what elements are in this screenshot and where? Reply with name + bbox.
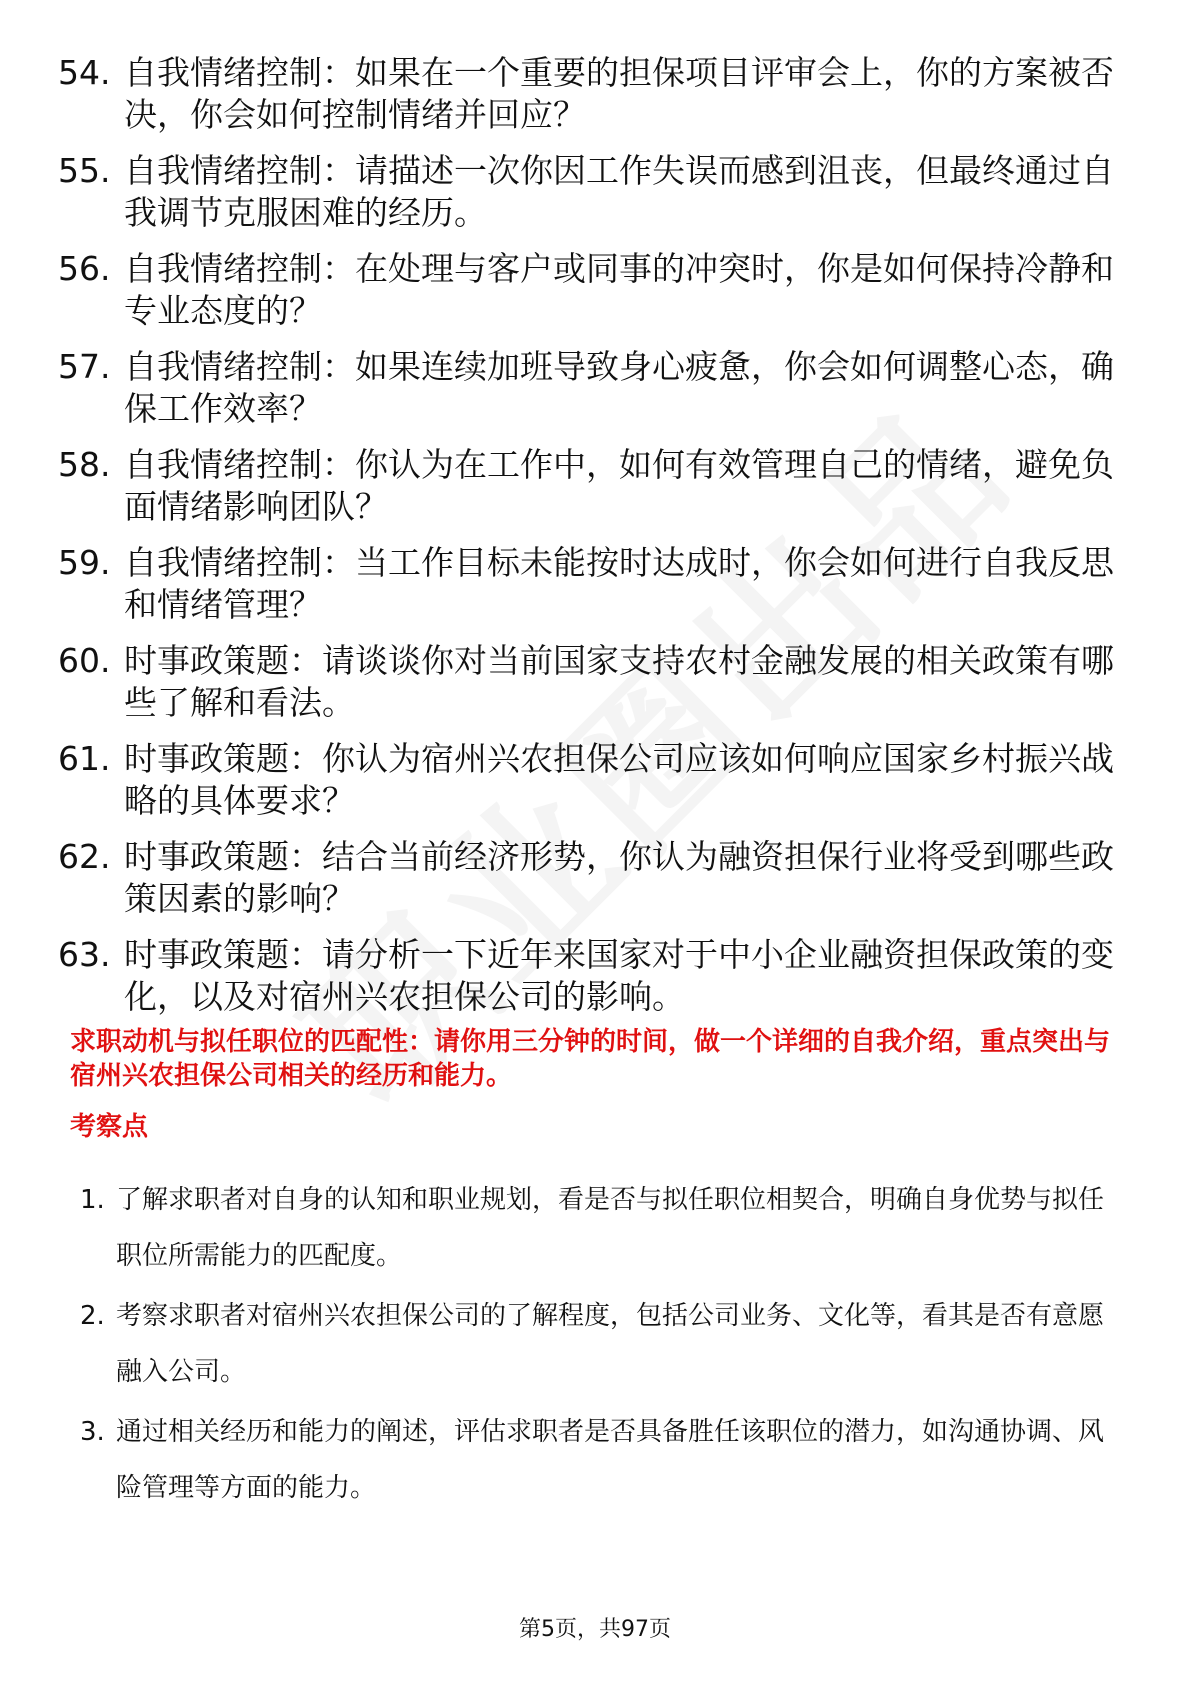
assessment-point [80,1172,1120,1284]
question-item [58,248,1118,332]
question-text: 时事政策题：请谈谈你对当前国家支持农村金融发展的相关政策有哪些了解和看法。 [124,641,1114,722]
question-text: 时事政策题：请分析一下近年来国家对于中小企业融资担保政策的变化，以及对宿州兴农担保公司的影响。 [124,935,1114,1016]
question-item [58,542,1118,626]
question-text: 自我情绪控制：如果在一个重要的担保项目评审会上，你的方案被否决，你会如何控制情绪并回应？ [124,53,1114,134]
point-text: 通过相关经历和能力的阐述，评估求职者是否具备胜任该职位的潜力，如沟通协调、风险管理等方面的能力。 [116,1417,1105,1503]
question-number: 58. [58,445,111,484]
question-list [58,52,1118,1032]
question-number: 62. [58,837,111,876]
question-number: 63. [58,935,111,974]
question-item [58,444,1118,528]
point-text: 考察求职者对宿州兴农担保公司的了解程度，包括公司业务、文化等，看其是否有意愿融入公司。 [116,1301,1105,1387]
question-number: 59. [58,543,111,582]
section-heading: 考察点 [70,1112,149,1142]
question-number: 61. [58,739,111,778]
point-text: 了解求职者对自身的认知和职业规划，看是否与拟任职位相契合，明确自身优势与拟任职位所需能力的匹配度。 [116,1185,1105,1271]
question-text: 自我情绪控制：在处理与客户或同事的冲突时，你是如何保持冷静和专业态度的？ [124,249,1114,330]
question-text: 自我情绪控制：当工作目标未能按时达成时，你会如何进行自我反思和情绪管理？ [124,543,1114,624]
page-footer: 第5页，共97页 [519,1617,671,1642]
question-item [58,52,1118,136]
question-number: 56. [58,249,111,288]
question-text: 时事政策题：结合当前经济形势，你认为融资担保行业将受到哪些政策因素的影响？ [124,837,1114,918]
question-text: 自我情绪控制：请描述一次你因工作失误而感到沮丧，但最终通过自我调节克服困难的经历。 [124,151,1114,232]
assessment-points-list [80,1172,1120,1520]
question-item [58,150,1118,234]
question-item [58,836,1118,920]
question-item [58,738,1118,822]
assessment-point [80,1288,1120,1400]
question-text: 时事政策题：你认为宿州兴农担保公司应该如何响应国家乡村振兴战略的具体要求？ [124,739,1114,820]
assessment-point [80,1404,1120,1516]
question-item [58,934,1118,1018]
question-number: 55. [58,151,111,190]
question-number: 57. [58,347,111,386]
point-number: 3. [80,1417,105,1447]
highlighted-question: 求职动机与拟任职位的匹配性：请你用三分钟的时间，做一个详细的自我介绍，重点突出与宿州兴农担保公司相关的经历和能力。 [70,1027,1111,1091]
question-text: 自我情绪控制：你认为在工作中，如何有效管理自己的情绪，避免负面情绪影响团队？ [124,445,1114,526]
point-number: 1. [80,1185,105,1215]
question-item [58,640,1118,724]
question-number: 54. [58,53,111,92]
question-item [58,346,1118,430]
question-text: 自我情绪控制：如果连续加班导致身心疲惫，你会如何调整心态，确保工作效率？ [124,347,1114,428]
point-number: 2. [80,1301,105,1331]
question-number: 60. [58,641,111,680]
